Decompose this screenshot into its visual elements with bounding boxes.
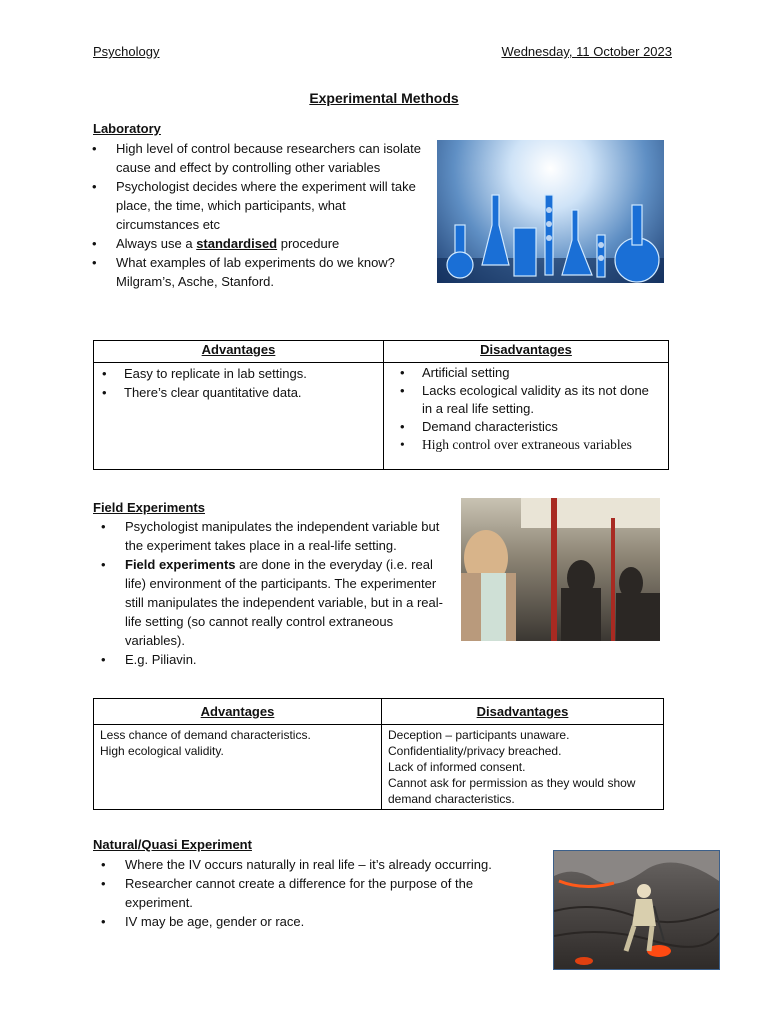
list-item: • Lacks ecological validity as its not done in a real life setting. [400,383,649,416]
header-subject: Psychology [93,44,160,59]
list-item: • Where the IV occurs naturally in real life – it’s already occurring. [101,857,492,872]
section-heading-field: Field Experiments [93,500,205,515]
disadvantages-header: Disadvantages [382,699,664,725]
field-table [93,698,664,810]
natural-bullet-list [101,855,535,931]
list-item: • Demand characteristics [400,419,558,434]
section-heading-laboratory: Laboratory [93,121,161,136]
list-item: High ecological validity. [100,744,224,758]
list-item: • Psychologist manipulates the independent variable but the experiment takes place in a real-life setting. [101,519,440,553]
advantages-cell [94,725,382,810]
subway-train-image [461,498,660,641]
section-heading-natural: Natural/Quasi Experiment [93,837,252,852]
list-item: • High control over extraneous variables [400,437,632,452]
list-item: Cannot ask for permission as they would show demand characteristics. [388,776,636,806]
list-item: • IV may be age, gender or race. [101,914,305,929]
list-item: Less chance of demand characteristics. [100,728,311,742]
disadvantages-cell [382,725,664,810]
list-item: • Artificial setting [400,365,510,380]
list-item: Confidentiality/privacy breached. [388,744,562,758]
subway-train-icon [461,498,660,641]
field-bullet-list [101,517,455,669]
list-item: • What examples of lab experiments do we know? Milgram’s, Asche, Stanford. [92,255,395,289]
lava-field-icon [554,851,719,969]
lab-glassware-icon [437,140,664,283]
list-item: • Always use a standardised procedure [92,236,340,251]
list-item: • Easy to replicate in lab settings. [102,366,307,381]
list-item: • Psychologist decides where the experiment will take place, the time, which participants, what circumstances etc [92,179,416,232]
laboratory-bullet-list [92,139,426,291]
page-title: Experimental Methods [309,90,459,106]
advantages-header: Advantages [94,699,382,725]
list-item: • Researcher cannot create a difference for the purpose of the experiment. [101,876,474,910]
laboratory-table [93,340,669,470]
lava-field-image [553,850,720,970]
list-item: • There’s clear quantitative data. [102,385,302,400]
list-item: • E.g. Piliavin. [101,652,197,667]
list-item: • High level of control because researchers can isolate cause and effect by controlling other variables [92,141,421,175]
list-item: Lack of informed consent. [388,760,526,774]
lab-glassware-image [437,140,664,283]
list-item: • Field experiments are done in the everyday (i.e. real life) environment of the participants. The experimenter still manipulates the independent variable, but in a real-life setting (so cannot really control extraneous variables). [101,557,443,648]
disadvantages-cell [384,363,669,470]
header-date: Wednesday, 11 October 2023 [501,44,672,59]
advantages-cell [94,363,384,470]
disadvantages-header: Disadvantages [384,341,669,363]
advantages-header: Advantages [94,341,384,363]
list-item: Deception – participants unaware. [388,728,570,742]
